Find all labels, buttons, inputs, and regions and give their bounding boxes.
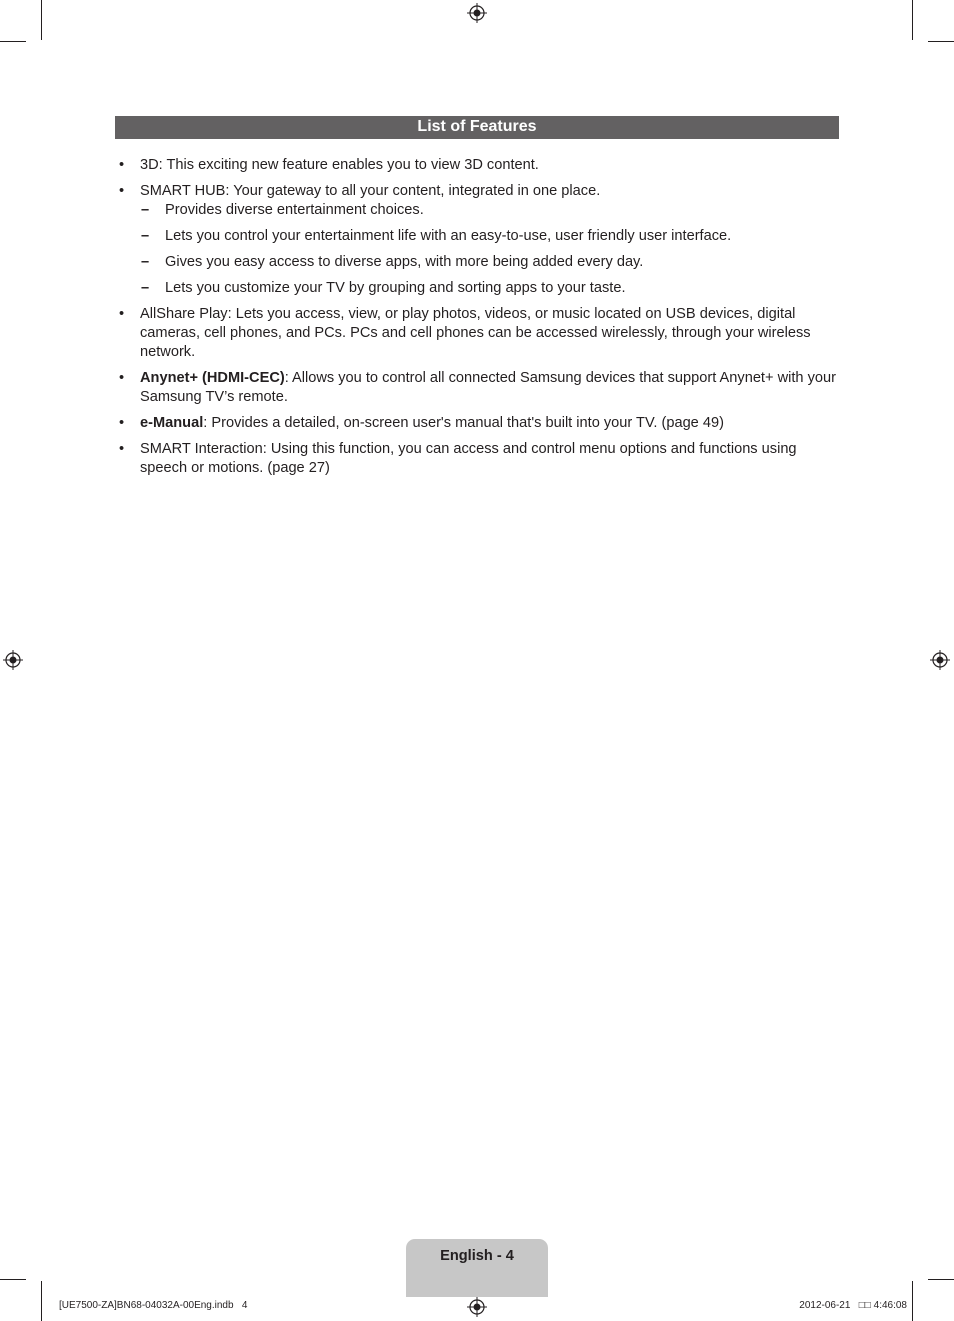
- feature-item-3d: [119, 156, 839, 175]
- dash-icon: –: [141, 202, 150, 218]
- crop-mark-top-left: [41, 0, 42, 40]
- page-number-label: English - 4: [440, 1248, 514, 1264]
- crop-mark-top-left-h: [0, 41, 26, 42]
- feature-item-e-manual: [119, 414, 839, 433]
- registration-mark-icon: [3, 650, 23, 670]
- bullet-icon: •: [119, 370, 125, 386]
- feature-item-allshare-play: [119, 305, 839, 362]
- feature-desc: : Allows you to control all connected Samsung devices that support Anynet+ with your Samsung TV’s remote.: [140, 370, 836, 405]
- sub-item: – Lets you customize your TV by grouping and sorting apps to your taste.: [141, 280, 626, 296]
- sub-item: – Lets you control your entertainment life with an easy-to-use, user friendly user interface.: [141, 228, 732, 244]
- feature-term: e-Manual: [140, 415, 204, 431]
- sub-item: – Gives you easy access to diverse apps, with more being added every day.: [141, 254, 644, 270]
- bullet-icon: •: [119, 441, 125, 457]
- bullet-icon: •: [119, 157, 125, 173]
- sub-item: – Provides diverse entertainment choices.: [141, 202, 424, 218]
- smart-hub-subitems: [140, 201, 839, 298]
- bullet-icon: •: [119, 415, 125, 431]
- feature-term: SMART Interaction: [140, 441, 263, 457]
- feature-list-container: [119, 156, 839, 485]
- feature-term: AllShare Play: [140, 306, 228, 322]
- crop-mark-bottom-left: [41, 1281, 42, 1321]
- feature-term: 3D: [140, 157, 159, 173]
- feature-item-smart-hub: [119, 182, 839, 298]
- feature-desc: : Lets you access, view, or play photos, videos, or music located on USB devices, digital cameras, cell phones, and PCs. PCs and cell phones can be accessed wirelessly, through your wireless network.: [140, 306, 811, 360]
- crop-mark-bottom-left-h: [0, 1279, 26, 1280]
- dash-icon: –: [141, 280, 150, 296]
- dash-icon: –: [141, 254, 150, 270]
- bullet-icon: •: [119, 306, 125, 322]
- feature-desc: : Your gateway to all your content, integrated in one place.: [225, 183, 601, 199]
- feature-desc: : Provides a detailed, on-screen user's manual that's built into your TV. (page 49): [203, 415, 724, 431]
- feature-term: SMART HUB: [140, 183, 226, 199]
- bullet-icon: •: [119, 183, 125, 199]
- print-file-name: [UE7500-ZA]BN68-04032A-00Eng.indb 4: [59, 1300, 248, 1311]
- feature-item-anynet: [119, 369, 839, 407]
- registration-mark-icon: [467, 1297, 487, 1317]
- feature-item-smart-interaction: [119, 440, 839, 478]
- feature-term: Anynet+ (HDMI-CEC): [140, 370, 285, 386]
- section-title: List of Features: [115, 116, 839, 139]
- feature-desc: : This exciting new feature enables you to view 3D content.: [158, 157, 539, 173]
- crop-mark-bottom-right: [912, 1281, 913, 1321]
- dash-icon: –: [141, 228, 150, 244]
- registration-mark-icon: [930, 650, 950, 670]
- print-timestamp: 2012-06-21 □□ 4:46:08: [799, 1300, 907, 1311]
- feature-desc: : Using this function, you can access and control menu options and functions using speech or motions. (page 27): [140, 441, 797, 476]
- crop-mark-top-right: [912, 0, 913, 40]
- crop-mark-top-right-h: [928, 41, 954, 42]
- feature-list: [119, 156, 839, 478]
- registration-mark-icon: [467, 3, 487, 23]
- crop-mark-bottom-right-h: [928, 1279, 954, 1280]
